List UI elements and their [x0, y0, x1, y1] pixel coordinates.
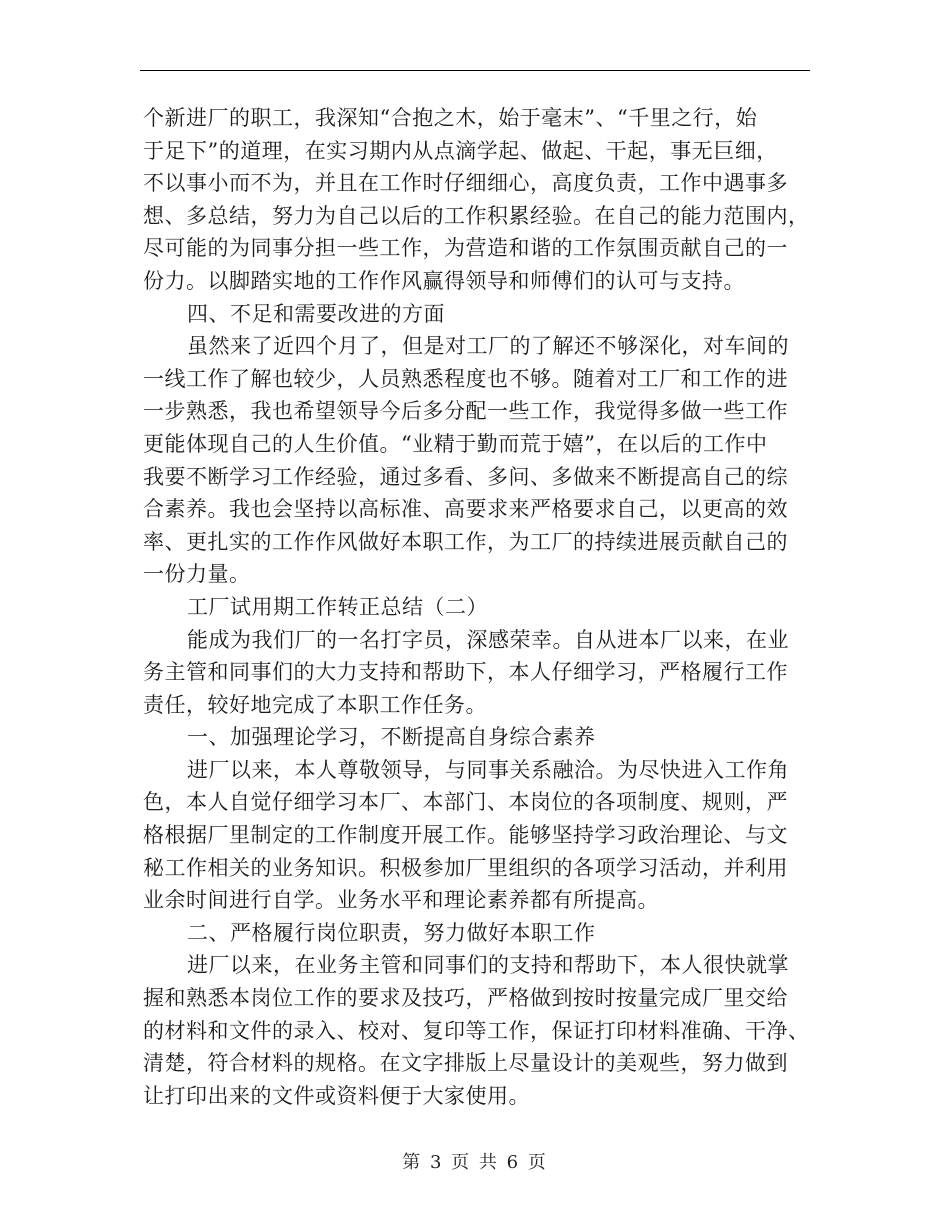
text-line: 色，本人自觉仔细学习本厂、本部门、本岗位的各项制度、规则，严 — [143, 790, 788, 815]
text-line: 我要不断学习工作经验，通过多看、多问、多做来不断提高自己的综 — [143, 464, 788, 489]
text-line: 二、严格履行岗位职责，努力做好本职工作 — [187, 920, 596, 945]
text-line: 于足下”的道理，在实习期内从点滴学起、做起、干起，事无巨细， — [143, 138, 778, 163]
text-line: 一步熟悉，我也希望领导今后多分配一些工作，我觉得多做一些工作 — [143, 399, 788, 424]
text-line: 清楚，符合材料的规格。在文字排版上尽量设计的美观些，努力做到 — [143, 1051, 788, 1076]
page-footer: 第 3 页 共 6 页 — [402, 1152, 548, 1173]
text-line: 尽可能的为同事分担一些工作，为营造和谐的工作氛围贡献自己的一 — [143, 236, 788, 261]
text-line: 四、不足和需要改进的方面 — [187, 301, 445, 326]
text-line: 合素养。我也会坚持以高标准、高要求来严格要求自己，以更高的效 — [143, 497, 788, 522]
text-line: 想、多总结，努力为自己以后的工作积累经验。在自己的能力范围内， — [143, 203, 810, 228]
text-line: 率、更扎实的工作作风做好本职工作，为工厂的持续进展贡献自己的 — [143, 529, 788, 554]
text-line: 一、加强理论学习，不断提高自身综合素养 — [187, 725, 596, 750]
document-body — [143, 102, 810, 1112]
text-line: 的材料和文件的录入、校对、复印等工作，保证打印材料准确、干净、 — [143, 1018, 810, 1043]
text-line: 进厂以来，本人尊敬领导，与同事关系融洽。为尽快进入工作角 — [187, 757, 789, 782]
text-line: 秘工作相关的业务知识。积极参加厂里组织的各项学习活动，并利用 — [143, 855, 788, 880]
text-line: 个新进厂的职工，我深知“合抱之木，始于毫末”、“千里之行，始 — [143, 106, 758, 130]
text-line: 能成为我们厂的一名打字员，深感荣幸。自从进本厂以来，在业 — [187, 627, 789, 652]
text-line: 责任，较好地完成了本职工作任务。 — [143, 692, 487, 717]
text-line: 让打印出来的文件或资料便于大家使用。 — [143, 1083, 530, 1108]
text-line: 不以事小而不为，并且在工作时仔细细心，高度负责，工作中遇事多 — [143, 171, 788, 196]
text-line: 一份力量。 — [143, 562, 251, 587]
text-line: 握和熟悉本岗位工作的要求及技巧，严格做到按时按量完成厂里交给 — [143, 986, 788, 1011]
text-line: 业余时间进行自学。业务水平和理论素养都有所提高。 — [143, 888, 659, 913]
text-line: 务主管和同事们的大力支持和帮助下，本人仔细学习，严格履行工作 — [143, 660, 788, 685]
text-line: 进厂以来，在业务主管和同事们的支持和帮助下，本人很快就掌 — [187, 953, 789, 978]
text-line: 格根据厂里制定的工作制度开展工作。能够坚持学习政治理论、与文 — [143, 823, 788, 848]
header-rule — [140, 70, 810, 71]
text-line: 一线工作了解也较少，人员熟悉程度也不够。随着对工厂和工作的进 — [143, 366, 788, 391]
text-line: 工厂试用期工作转正总结（二） — [187, 594, 488, 619]
text-line: 份力。以脚踏实地的工作作风赢得领导和师傅们的认可与支持。 — [143, 268, 745, 293]
text-line: 虽然来了近四个月了，但是对工厂的了解还不够深化，对车间的 — [187, 334, 789, 359]
text-line: 更能体现自己的人生价值。“业精于勤而荒于嬉”，在以后的工作中 — [143, 431, 768, 456]
